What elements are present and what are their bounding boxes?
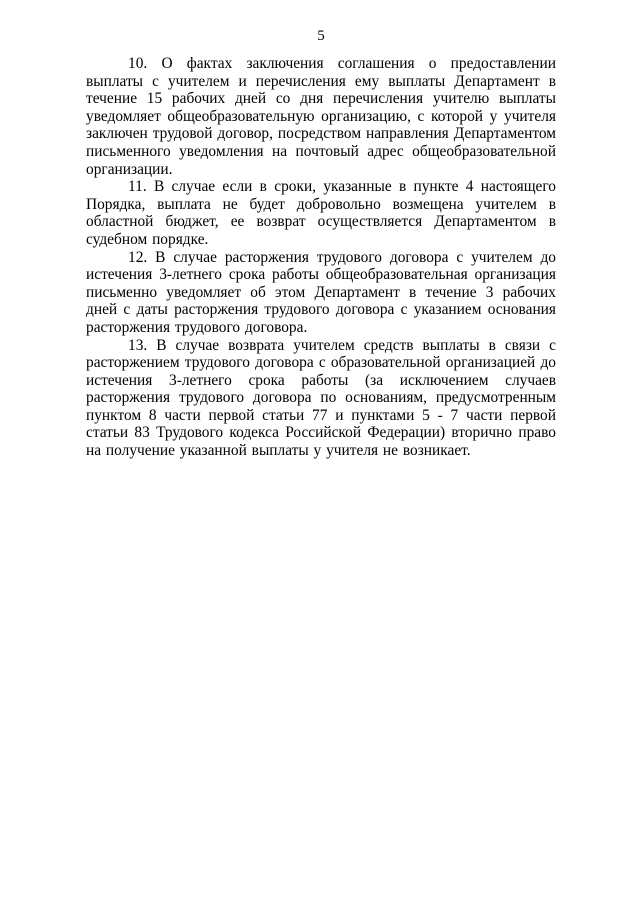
paragraph: 12. В случае расторжения трудового договора с учителем до истечения 3-летнего срока работы общеобразовательная организация письменно уведомляет об этом Департамент в течение 3 рабочих дней с даты расторжения трудового договора с указанием основания расторжения трудового договора. — [86, 248, 556, 336]
document-body — [86, 55, 556, 460]
paragraph: 13. В случае возврата учителем средств выплаты в связи с расторжением трудового договора с образовательной организацией до истечения 3-летнего срока работы (за исключением случаев расторжения трудового договора по основаниям, предусмотренным пунктом 8 части первой статьи 77 и пунктами 5 - 7 части первой статьи 83 Трудового кодекса Российской Федерации) вторично право на получение указанной выплаты у учителя не возникает. — [86, 336, 556, 460]
paragraph: 10. О фактах заключения соглашения о предоставлении выплаты с учителем и перечисления ему выплаты Департамент в течение 15 рабочих дней со дня перечисления учителю выплаты уведомляет общеобразовательную организацию, с которой у учителя заключен трудовой договор, посредством направления Департаментом письменного уведомления на почтовый адрес общеобразовательной организации. — [86, 55, 556, 178]
page-number: 5 — [317, 28, 325, 44]
paragraph: 11. В случае если в сроки, указанные в пункте 4 настоящего Порядка, выплата не будет добровольно возмещена учителем в областной бюджет, ее возврат осуществляется Департаментом в судебном порядке. — [86, 178, 556, 248]
